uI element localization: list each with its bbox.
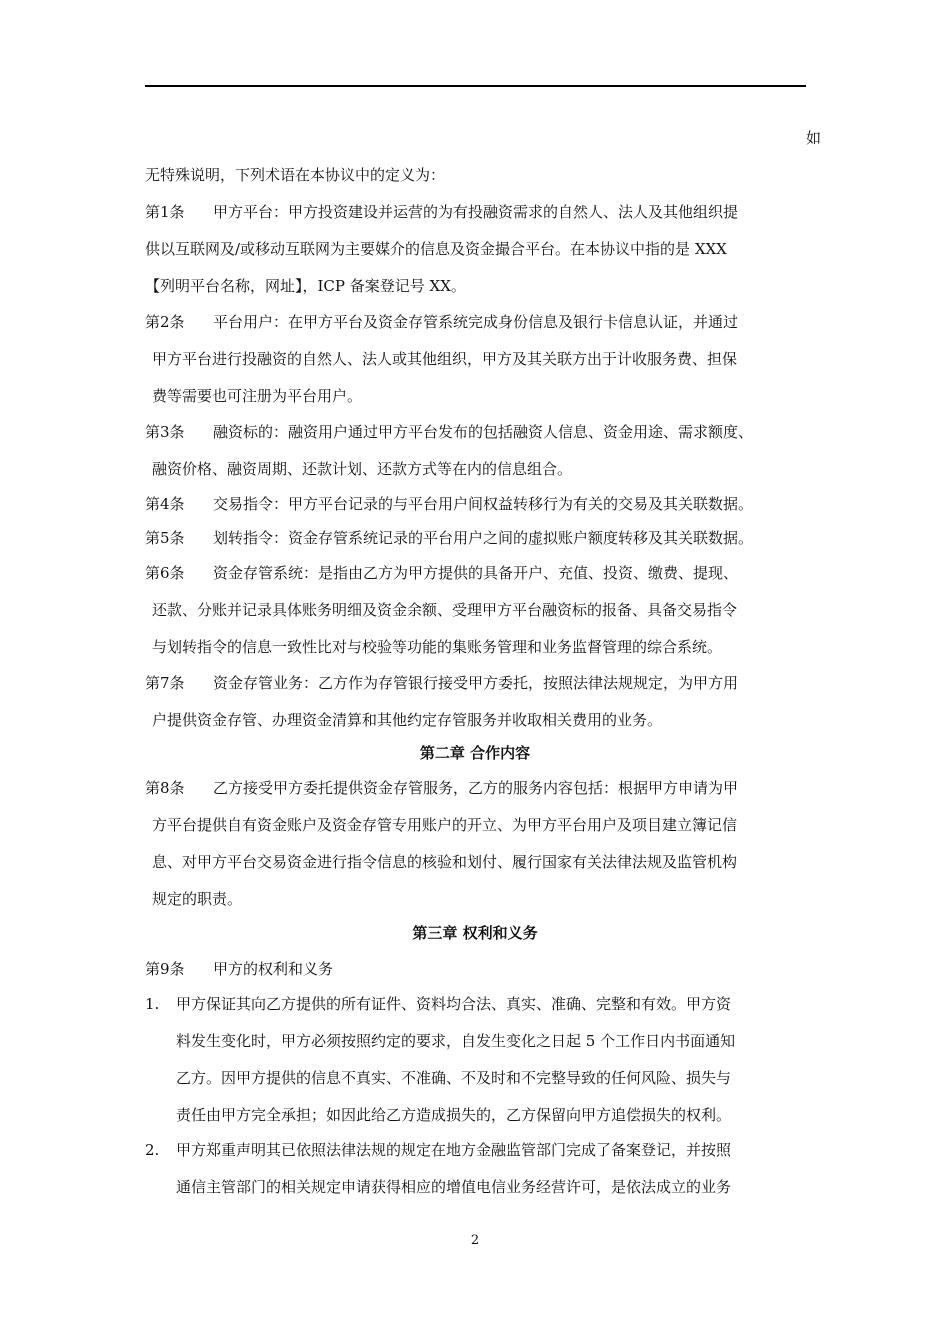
article-3-line-2: 融资价格、融资周期、还款计划、还款方式等在内的信息组合。 (152, 460, 573, 478)
article-7-number: 第7条 (145, 674, 185, 692)
article-9-line-1: 甲方的权利和义务 (213, 960, 334, 978)
article-7-line-2: 户提供资金存管、办理资金清算和其他约定存管服务并收取相关费用的业务。 (152, 711, 663, 729)
article-1-line-1: 甲方平台：甲方投资建设并运营的为有投融资需求的自然人、法人及其他组织提 (213, 203, 739, 221)
item-2-line-2: 通信主管部门的相关规定申请获得相应的增值电信业务经营许可，是依法成立的业务 (176, 1178, 732, 1196)
article-8-line-1: 乙方接受甲方委托提供资金存管服务，乙方的服务内容包括：根据甲方申请为甲 (213, 779, 739, 797)
item-2-line-1: 甲方郑重声明其已依照法律法规的规定在地方金融监管部门完成了备案登记，并按照 (176, 1141, 732, 1159)
article-8-number: 第8条 (145, 779, 185, 797)
header-fragment: 如 (806, 129, 822, 147)
header-rule (145, 85, 806, 87)
article-1-line-2: 供以互联网及/或移动互联网为主要媒介的信息及资金撮合平台。在本协议中指的是 XXX (145, 240, 727, 258)
article-5-number: 第5条 (145, 529, 185, 547)
chapter-2-heading: 第二章 合作内容 (419, 744, 531, 762)
article-6-number: 第6条 (145, 564, 185, 582)
article-1-line-3: 【列明平台名称，网址】，ICP 备案登记号 XX。 (145, 277, 466, 295)
chapter-3-heading: 第三章 权利和义务 (412, 924, 538, 942)
article-1-number: 第1条 (145, 203, 185, 221)
item-2-number: 2. (145, 1141, 160, 1159)
article-6-line-3: 与划转指令的信息一致性比对与校验等功能的集账务管理和业务监督管理的综合系统。 (152, 638, 723, 656)
article-2-line-3: 费等需要也可注册为平台用户。 (152, 387, 363, 405)
item-1-line-3: 乙方。因甲方提供的信息不真实、不准确、不及时和不完整导致的任何风险、损失与 (176, 1069, 732, 1087)
article-7-line-1: 资金存管业务：乙方作为存管银行接受甲方委托，按照法律法规规定，为甲方用 (213, 674, 739, 692)
article-4-number: 第4条 (145, 495, 185, 513)
article-4-line-1: 交易指令：甲方平台记录的与平台用户间权益转移行为有关的交易及其关联数据。 (213, 495, 754, 513)
article-6-line-1: 资金存管系统：是指由乙方为甲方提供的具备开户、充值、投资、缴费、提现、 (213, 564, 739, 582)
article-3-number: 第3条 (145, 423, 185, 441)
page-number: 2 (470, 1233, 480, 1248)
item-1-line-1: 甲方保证其向乙方提供的所有证件、资料均合法、真实、准确、完整和有效。甲方资 (176, 995, 732, 1013)
article-6-line-2: 还款、分账并记录具体账务明细及资金余额、受理甲方平台融资标的报备、具备交易指令 (152, 601, 738, 619)
item-1-line-2: 料发生变化时，甲方必须按照约定的要求，自发生变化之日起 5 个工作日内书面通知 (176, 1032, 736, 1050)
article-8-line-4: 规定的职责。 (152, 890, 243, 908)
article-2-line-1: 平台用户：在甲方平台及资金存管系统完成身份信息及银行卡信息认证，并通过 (213, 313, 739, 331)
intro-text: 无特殊说明，下列术语在本协议中的定义为： (145, 166, 446, 184)
article-2-line-2: 甲方平台进行投融资的自然人、法人或其他组织，甲方及其关联方出于计收服务费、担保 (152, 350, 738, 368)
article-8-line-3: 息、对甲方平台交易资金进行指令信息的核验和划付、履行国家有关法律法规及监管机构 (152, 853, 738, 871)
article-9-number: 第9条 (145, 960, 185, 978)
article-8-line-2: 方平台提供自有资金账户及资金存管专用账户的开立、为甲方平台用户及项目建立簿记信 (152, 816, 738, 834)
article-2-number: 第2条 (145, 313, 185, 331)
article-3-line-1: 融资标的：融资用户通过甲方平台发布的包括融资人信息、资金用途、需求额度、 (213, 423, 754, 441)
item-1-number: 1. (145, 995, 160, 1013)
article-5-line-1: 划转指令：资金存管系统记录的平台用户之间的虚拟账户额度转移及其关联数据。 (213, 529, 754, 547)
item-1-line-4: 责任由甲方完全承担；如因此给乙方造成损失的，乙方保留向甲方追偿损失的权利。 (176, 1106, 732, 1124)
